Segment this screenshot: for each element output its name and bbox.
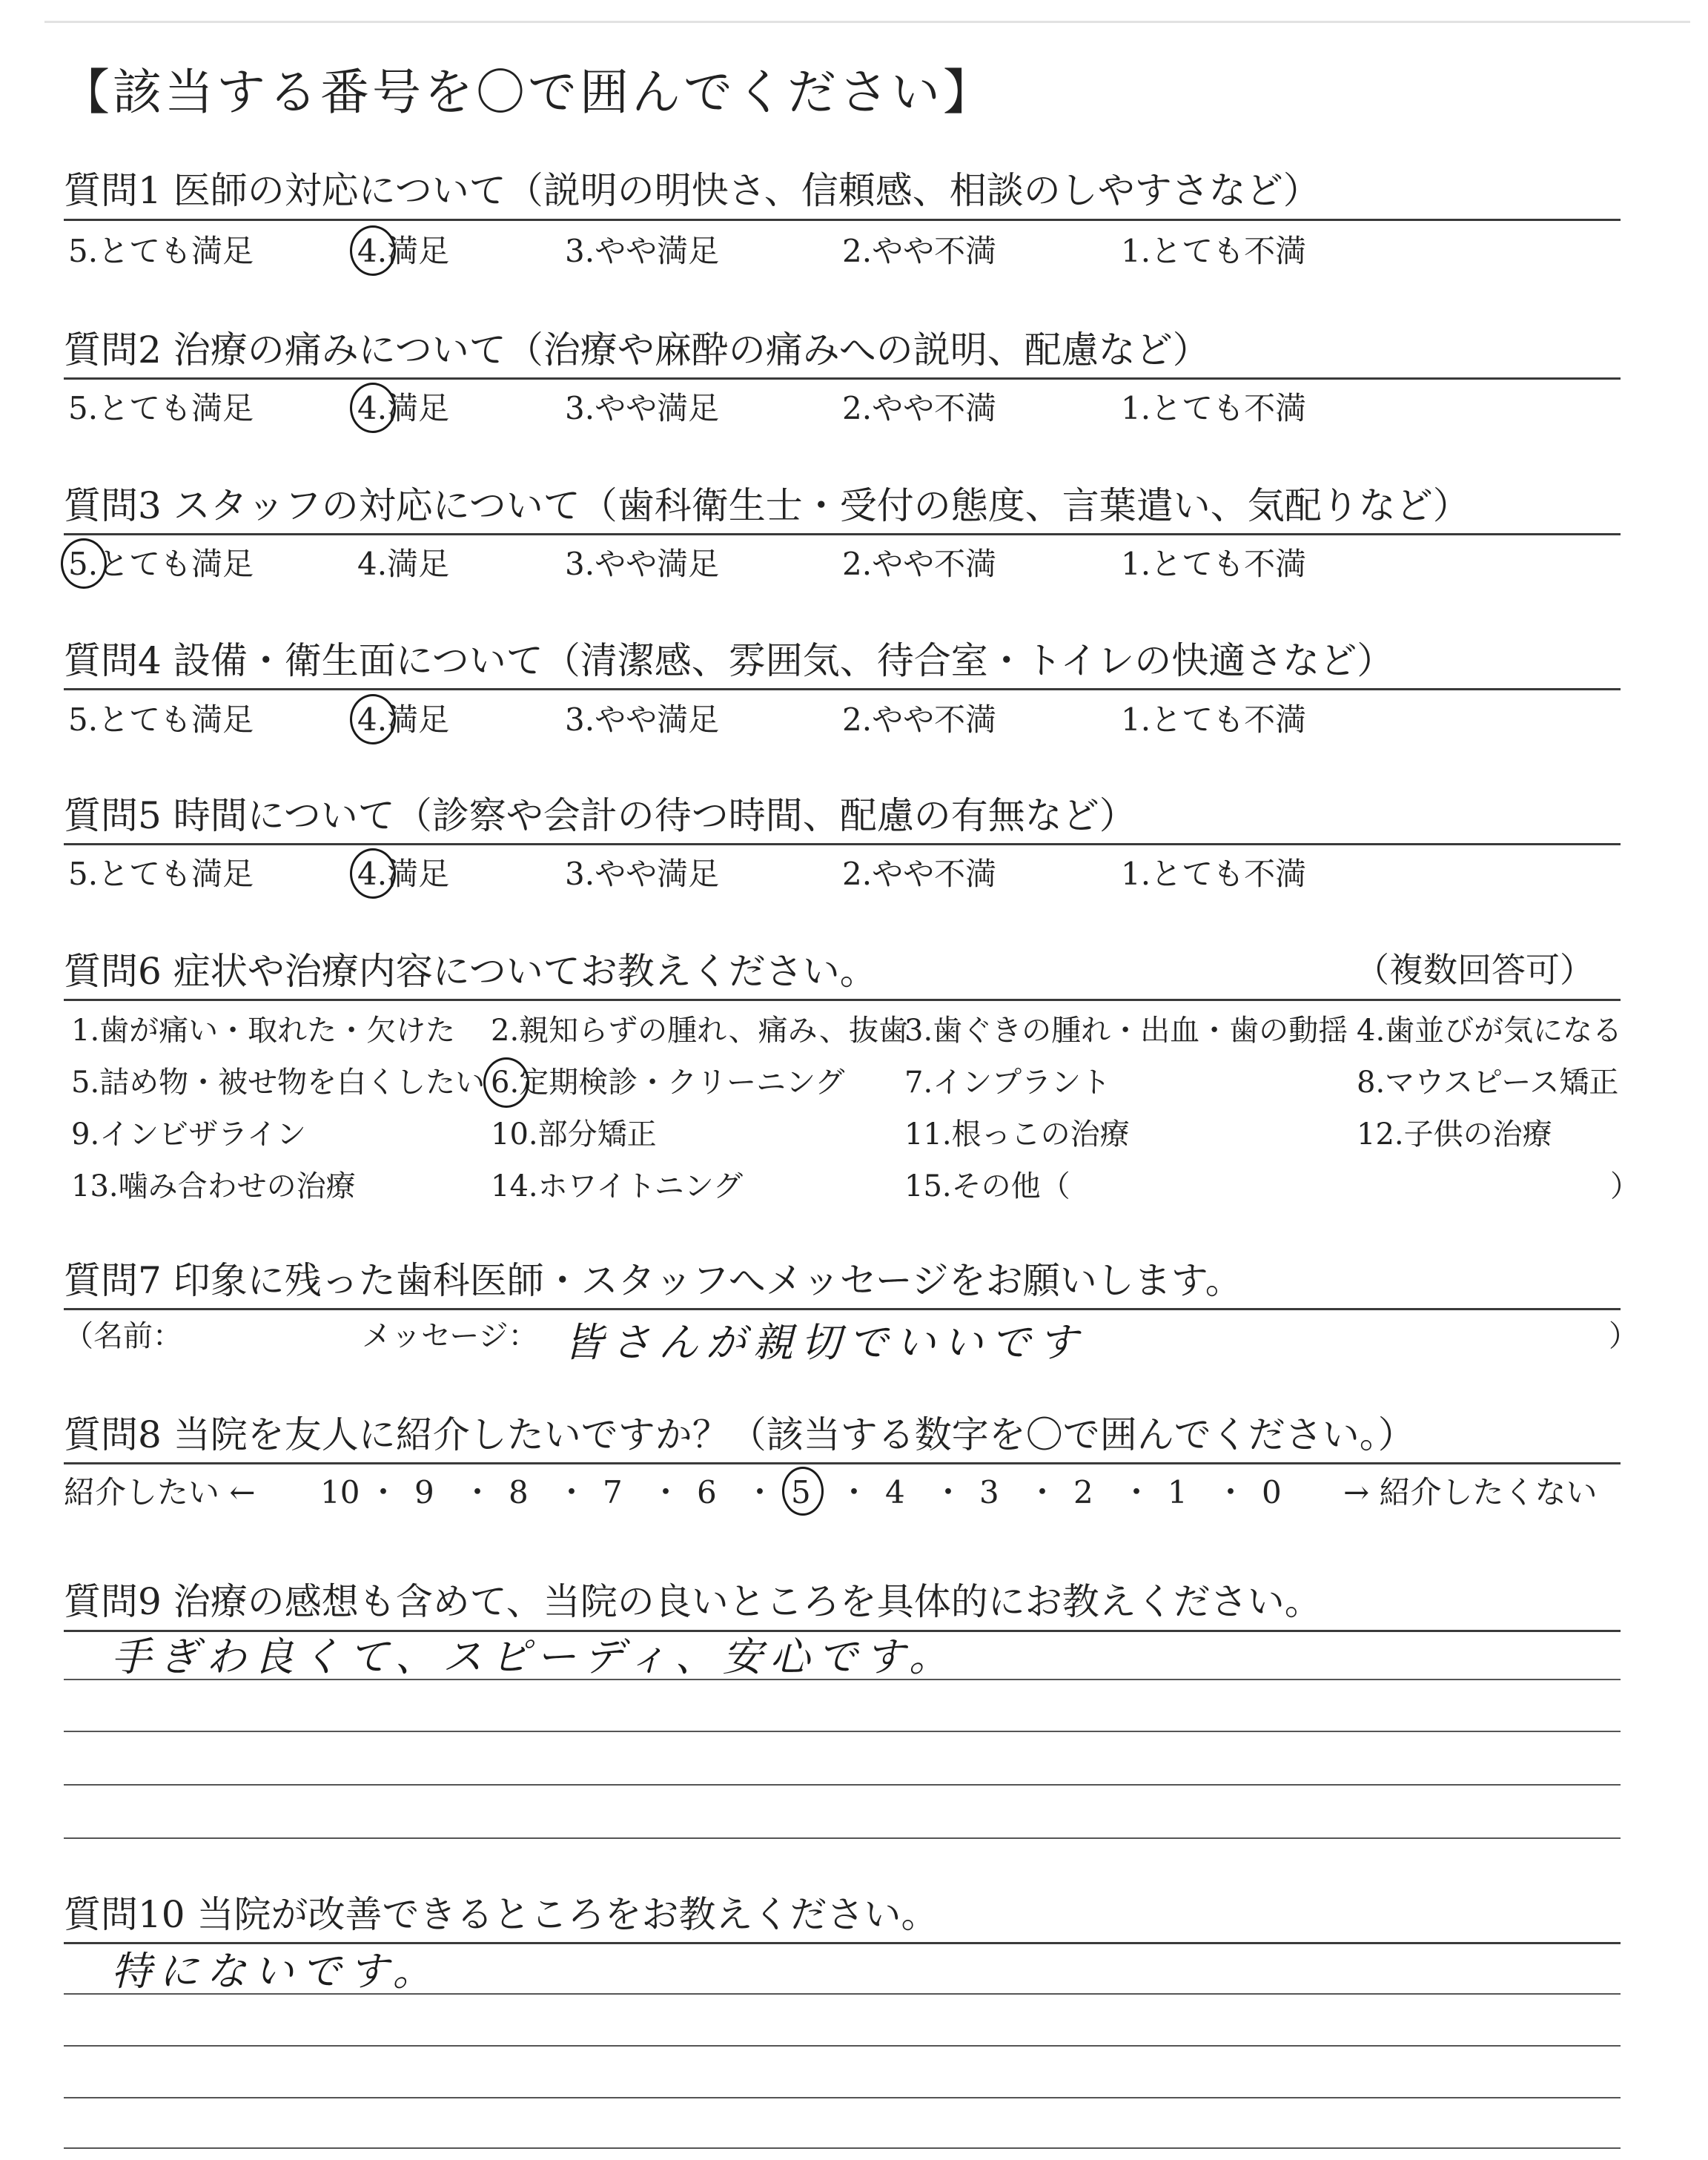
q5-option-1[interactable]: 1.とても不満 bbox=[1121, 856, 1307, 892]
q8-scale-separator: ・ bbox=[1027, 1474, 1059, 1510]
q8-scale-separator: ・ bbox=[556, 1474, 588, 1510]
q2-option-5[interactable]: 5.とても満足 bbox=[68, 390, 254, 426]
q6-close-paren: ） bbox=[1610, 1169, 1640, 1203]
q1-option-5[interactable]: 5.とても満足 bbox=[68, 233, 254, 269]
q9-answer-line-1 bbox=[64, 1679, 1621, 1680]
q6-rule bbox=[64, 999, 1621, 1001]
q9-answer-line-3 bbox=[64, 1784, 1621, 1786]
q8-scale-value-10[interactable]: 10 bbox=[320, 1474, 360, 1510]
q8-left-label: 紹介したい ← bbox=[64, 1474, 256, 1510]
q3-option-5[interactable]: 5.とても満足 bbox=[68, 546, 254, 582]
q10-rule bbox=[64, 1942, 1621, 1944]
q1-option-1[interactable]: 1.とても不満 bbox=[1121, 233, 1307, 269]
q6-option-9[interactable]: 9.インビザライン bbox=[71, 1117, 306, 1152]
q8-scale-value-9[interactable]: 9 bbox=[414, 1474, 434, 1510]
q8-rule bbox=[64, 1462, 1621, 1464]
q6-option-3[interactable]: 3.歯ぐきの腫れ・出血・歯の動揺 bbox=[904, 1014, 1348, 1048]
q6-option-7[interactable]: 7.インプラント bbox=[904, 1066, 1111, 1100]
q1-option-4[interactable]: 4.満足 bbox=[357, 233, 450, 269]
q8-right-label: → 紹介したくない bbox=[1343, 1474, 1598, 1510]
q8-scale-value-5[interactable]: 5 bbox=[791, 1474, 811, 1510]
q8-scale-value-6[interactable]: 6 bbox=[697, 1474, 717, 1510]
q3-option-1[interactable]: 1.とても不満 bbox=[1121, 546, 1307, 582]
q6-option-4[interactable]: 4.歯並びが気になる bbox=[1357, 1014, 1623, 1048]
q8-scale-value-0[interactable]: 0 bbox=[1262, 1474, 1282, 1510]
q10-title: 質問10 当院が改善できるところをお教えください。 bbox=[64, 1893, 939, 1936]
q1-title: 質問1 医師の対応について（説明の明快さ、信頼感、相談のしやすさなど） bbox=[64, 169, 1320, 212]
q4-option-3[interactable]: 3.やや満足 bbox=[565, 701, 720, 738]
q10-answer-line-1 bbox=[64, 1993, 1621, 1995]
q8-scale-value-4[interactable]: 4 bbox=[885, 1474, 905, 1510]
q6-option-15[interactable]: 15.その他（ bbox=[904, 1169, 1070, 1203]
q4-title: 質問4 設備・衛生面について（清潔感、雰囲気、待合室・トイレの快適さなど） bbox=[64, 639, 1394, 682]
q7-message-handwriting: 皆さんが親切でいいです bbox=[563, 1319, 1085, 1366]
q2-option-4[interactable]: 4.満足 bbox=[357, 390, 450, 426]
q5-rule bbox=[64, 843, 1621, 845]
q6-option-8[interactable]: 8.マウスピース矯正 bbox=[1357, 1066, 1619, 1100]
q6-option-13[interactable]: 13.噛み合わせの治療 bbox=[71, 1169, 356, 1203]
q6-option-6[interactable]: 6.定期検診・クリーニング bbox=[491, 1066, 845, 1100]
q9-answer-line-2 bbox=[64, 1731, 1621, 1732]
q10-answer-line-4 bbox=[64, 2147, 1621, 2149]
q10-answer-line-3 bbox=[64, 2097, 1621, 2098]
q4-rule bbox=[64, 688, 1621, 690]
q10-answer-handwriting: 特にないです。 bbox=[111, 1948, 440, 1995]
q4-option-4[interactable]: 4.満足 bbox=[357, 701, 450, 738]
q3-option-2[interactable]: 2.やや不満 bbox=[842, 546, 997, 582]
q9-answer-line-4 bbox=[64, 1837, 1621, 1839]
q6-option-5[interactable]: 5.詰め物・被せ物を白くしたい bbox=[71, 1066, 486, 1100]
q8-scale-separator: ・ bbox=[368, 1474, 400, 1510]
q10-answer-line-2 bbox=[64, 2045, 1621, 2047]
q8-scale-separator: ・ bbox=[933, 1474, 964, 1510]
q8-title: 質問8 当院を友人に紹介したいですか？（該当する数字を〇で囲んでください。） bbox=[64, 1413, 1415, 1456]
q6-option-2[interactable]: 2.親知らずの腫れ、痛み、抜歯 bbox=[491, 1014, 908, 1048]
q5-title: 質問5 時間について（診察や会計の待つ時間、配慮の有無など） bbox=[64, 794, 1136, 837]
q8-scale-separator: ・ bbox=[838, 1474, 870, 1510]
q6-option-10[interactable]: 10.部分矯正 bbox=[491, 1117, 657, 1152]
q4-option-1[interactable]: 1.とても不満 bbox=[1121, 701, 1307, 738]
q2-option-3[interactable]: 3.やや満足 bbox=[565, 390, 720, 426]
q2-option-1[interactable]: 1.とても不満 bbox=[1121, 390, 1307, 426]
q7-title: 質問7 印象に残った歯科医師・スタッフへメッセージをお願いします。 bbox=[64, 1259, 1242, 1302]
q6-title: 質問6 症状や治療内容についてお教えください。 bbox=[64, 950, 877, 993]
q9-title: 質問9 治療の感想も含めて、当院の良いところを具体的にお教えください。 bbox=[64, 1580, 1322, 1623]
q2-title: 質問2 治療の痛みについて（治療や麻酔の痛みへの説明、配慮など） bbox=[64, 328, 1210, 371]
q1-option-3[interactable]: 3.やや満足 bbox=[565, 233, 720, 269]
q5-option-4[interactable]: 4.満足 bbox=[357, 856, 450, 892]
q8-scale-separator: ・ bbox=[744, 1474, 776, 1510]
q5-option-2[interactable]: 2.やや不満 bbox=[842, 856, 997, 892]
q4-option-2[interactable]: 2.やや不満 bbox=[842, 701, 997, 738]
q1-option-2[interactable]: 2.やや不満 bbox=[842, 233, 997, 269]
q6-note: （複数回答可） bbox=[1355, 950, 1594, 990]
q3-rule bbox=[64, 533, 1621, 535]
q3-title: 質問3 スタッフの対応について（歯科衛生士・受付の態度、言葉遣い、気配りなど） bbox=[64, 484, 1470, 527]
q8-scale-separator: ・ bbox=[650, 1474, 682, 1510]
q8-scale-value-8[interactable]: 8 bbox=[509, 1474, 529, 1510]
q8-scale-value-3[interactable]: 3 bbox=[979, 1474, 999, 1510]
q6-option-1[interactable]: 1.歯が痛い・取れた・欠けた bbox=[71, 1014, 456, 1048]
q6-option-12[interactable]: 12.子供の治療 bbox=[1357, 1117, 1552, 1152]
q7-rule bbox=[64, 1308, 1621, 1310]
q8-scale-separator: ・ bbox=[462, 1474, 494, 1510]
q7-close-paren: ） bbox=[1609, 1319, 1638, 1353]
scan-edge-line bbox=[44, 21, 1690, 23]
q7-name-label: （名前： bbox=[64, 1319, 182, 1353]
q8-scale-separator: ・ bbox=[1215, 1474, 1247, 1510]
q3-option-4[interactable]: 4.満足 bbox=[357, 546, 450, 582]
q7-message-label: メッセージ： bbox=[362, 1319, 538, 1353]
q8-scale-value-1[interactable]: 1 bbox=[1168, 1474, 1188, 1510]
q2-option-2[interactable]: 2.やや不満 bbox=[842, 390, 997, 426]
q5-option-3[interactable]: 3.やや満足 bbox=[565, 856, 720, 892]
q8-scale-value-7[interactable]: 7 bbox=[603, 1474, 623, 1510]
q6-option-14[interactable]: 14.ホワイトニング bbox=[491, 1169, 744, 1203]
q8-scale-separator: ・ bbox=[1121, 1474, 1153, 1510]
q9-rule bbox=[64, 1630, 1621, 1632]
page-heading: 【該当する番号を〇で囲んでください】 bbox=[61, 64, 995, 121]
q3-option-3[interactable]: 3.やや満足 bbox=[565, 546, 720, 582]
q5-option-5[interactable]: 5.とても満足 bbox=[68, 856, 254, 892]
q4-option-5[interactable]: 5.とても満足 bbox=[68, 701, 254, 738]
q2-rule bbox=[64, 377, 1621, 380]
q9-answer-handwriting: 手ぎわ良くて、スピーディ、安心です。 bbox=[111, 1634, 957, 1680]
q1-rule bbox=[64, 219, 1621, 221]
q8-scale-value-2[interactable]: 2 bbox=[1073, 1474, 1093, 1510]
q6-option-11[interactable]: 11.根っこの治療 bbox=[904, 1117, 1130, 1152]
